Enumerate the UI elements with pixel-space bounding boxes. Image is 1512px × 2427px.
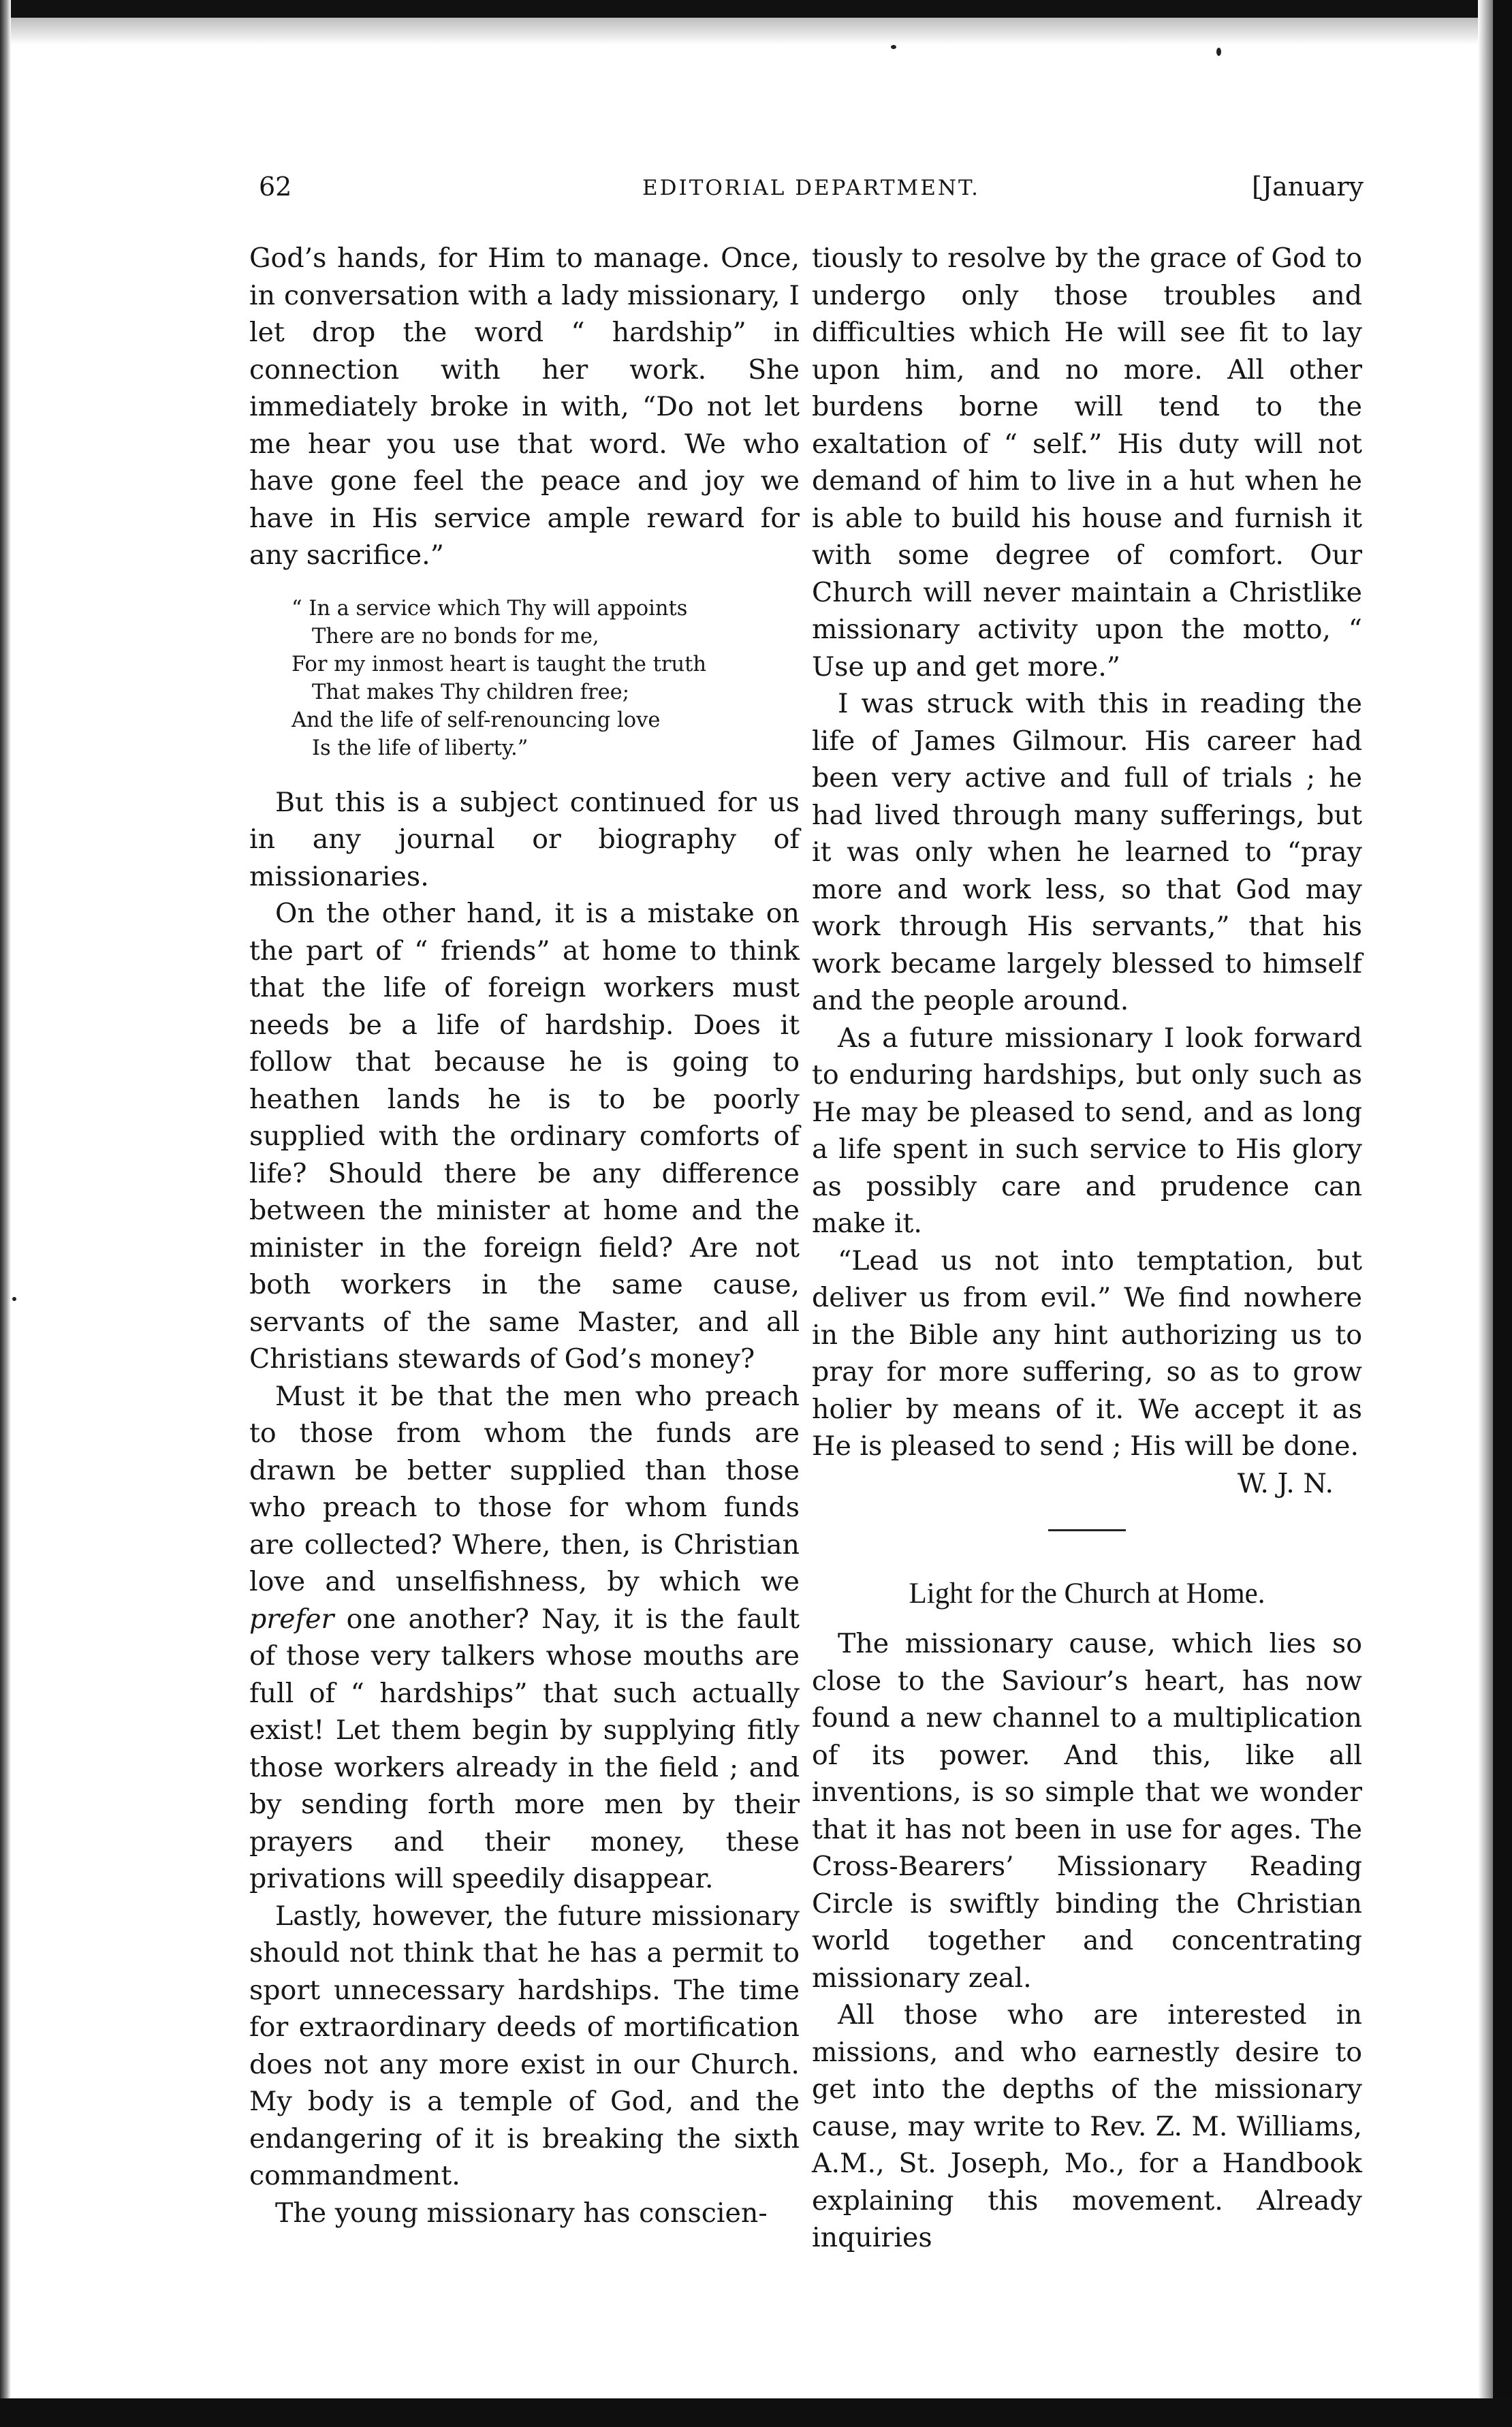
text-run: Must it be that the men who preach to those from whom the funds are drawn be better supplied than those who preach to those for whom funds are collected? Where, then, is Christian love and unselfishness, by which we: [249, 1380, 800, 1597]
paragraph: All those who are interested in missions, and who earnestly desire to get into the depths of the missionary cause, may write to Rev. Z. M. Williams, A.M., St. Joseph, Mo., for a Handbook explaining this movement. Already inquiries: [812, 1999, 1362, 2253]
poem-line: For my inmost heart is taught the truth: [292, 652, 707, 676]
page-header: [259, 172, 1364, 213]
scan-speck: [12, 1297, 16, 1301]
page-number: 62: [259, 172, 292, 202]
issue-month: [January: [1252, 172, 1364, 202]
paragraph: As a future missionary I look forward to enduring hardships, but only such as He may be pleased to send, and as long a life spent in such service to His glory as possibly care and prudence can make it.: [812, 1022, 1362, 1239]
poem-line: That makes Thy children free;: [312, 680, 629, 704]
paragraph: The young missionary has conscien-: [275, 2197, 768, 2229]
scan-border-left: [0, 0, 11, 2427]
paragraph: Lastly, however, the future missionary should not think that he has a permit to sport unnecessary hardships. The time for extraordinary deeds of mortification does not any more exist in our Church. My body is a temple of God, and the endangering of it is breaking the sixth commandment.: [249, 1900, 800, 2191]
poem-line: And the life of self-renouncing love: [292, 708, 661, 732]
left-column: [249, 240, 800, 2232]
paragraph: “Lead us not into temptation, but deliver us from evil.” We find nowhere in the Bible any hint authorizing us to pray for more suffering, so as to grow holier by means of it. We accept it as He is pleased to send ; His will be done.: [812, 1244, 1362, 1462]
scan-shadow-top: [0, 18, 1512, 45]
right-column: [812, 240, 1362, 2257]
paragraph: On the other hand, it is a mistake on the part of “ friends” at home to think that the life of foreign workers must needs be a life of hardship. Does it follow that because he is going to heathen lands he is to be poorly supplied with the ordinary comforts of life? Should there be any difference between the minister at home and the minister in the foreign field? Are not both workers in the same cause, servants of the same Master, and all Christians stewards of God’s money?: [249, 898, 800, 1375]
paragraph: But this is a subject continued for us in any journal or biography of missionaries.: [249, 786, 800, 892]
scan-shadow-right: [1478, 0, 1493, 2427]
paragraph: The missionary cause, which lies so close to the Saviour’s heart, has now found a new channel to a multiplication of its power. And this, like all inventions, is so simple that we wonder that it has not been in use for ages. The Cross-Bearers’ Missionary Reading Circle is swiftly binding the Christian world together and concentrating missionary zeal.: [812, 1628, 1362, 1994]
poem-line: Is the life of liberty.”: [312, 736, 529, 760]
text-run: one another? Nay, it is the fault of those very talkers whose mouths are full of “ hardships” that such actually exist! Let them begin by supplying fitly those workers already in the field ; and by sending forth more men by their prayers and their money, these privations will speedily disappear.: [249, 1603, 800, 1894]
emphasis: prefer: [249, 1603, 334, 1635]
section-divider: [1048, 1529, 1126, 1531]
paragraph: God’s hands, for Him to manage. Once, in conversation with a lady missionary, I let drop the word “ hardship” in connection with her work. She immediately broke in with, “Do not let me hear you use that word. We who have gone feel the peace and joy we have in His service ample reward for any sacrifice.”: [249, 242, 800, 571]
scan-speck: [1216, 48, 1221, 56]
scan-border-right: [1493, 0, 1512, 2427]
poem-line: There are no bonds for me,: [312, 624, 599, 648]
paragraph: I was struck with this in reading the life of James Gilmour. His career had been very active and full of trials ; he had lived through many sufferings, but it was only when he learned to “pray more and work less, so that God may work through His servants,” that his work became largely blessed to himself and the people around.: [812, 688, 1362, 1016]
poem-quote: [292, 595, 800, 762]
scan-border-top: [0, 0, 1512, 18]
paragraph: tiously to resolve by the grace of God to undergo only those troubles and difficulties which He will see fit to lay upon him, and no more. All other burdens borne will tend to the exaltation of “ self.” His duty will not demand of him to live in a hut when he is able to build his house and furnish it with some degree of comfort. Our Church will never maintain a Christlike missionary activity upon the motto, “ Use up and get more.”: [812, 242, 1362, 683]
scan-speck: [891, 45, 896, 49]
paragraph: [249, 1378, 800, 1898]
author-signature: W. J. N.: [1237, 1467, 1334, 1499]
scan-border-bottom: [0, 2398, 1512, 2427]
section-title: Light for the Church at Home.: [909, 1578, 1265, 1610]
running-head: EDITORIAL DEPARTMENT.: [642, 176, 981, 200]
poem-line: “ In a service which Thy will appoints: [292, 596, 688, 621]
